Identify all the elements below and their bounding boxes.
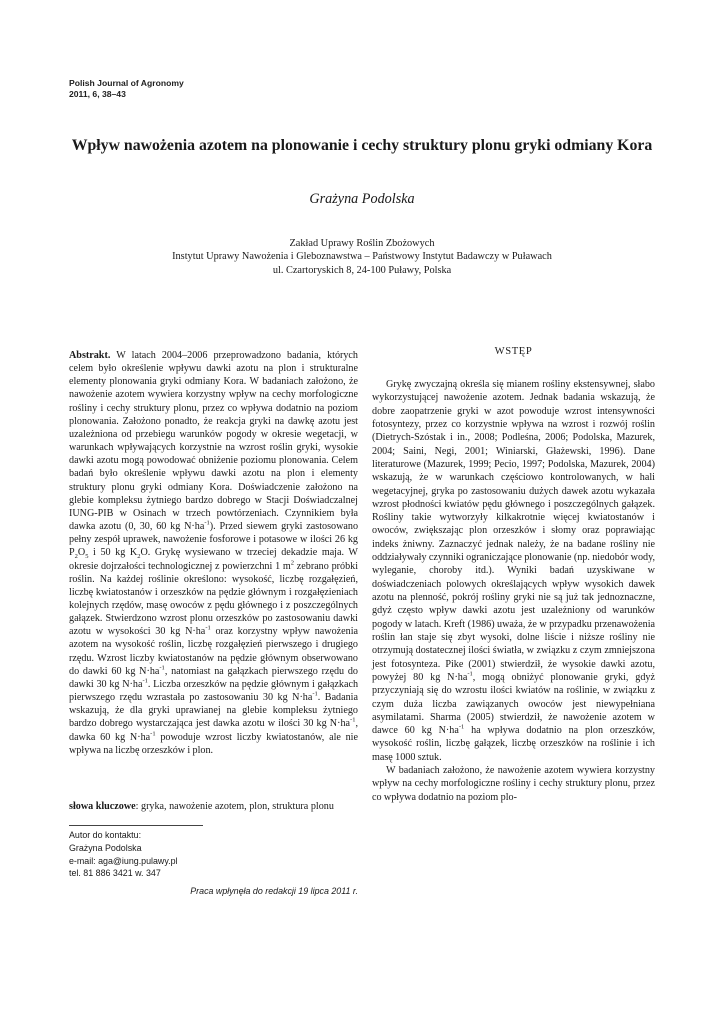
superscript: 2 [290, 559, 295, 567]
affiliation-line-2: Instytut Uprawy Nawożenia i Gleboznawstwa – Państwowy Instytut Badawczy w Puławach [172, 251, 552, 263]
intro-section [372, 378, 655, 804]
received-date: Praca wpłynęła do redakcji 19 lipca 2011 r. [190, 886, 358, 896]
superscript: -1 [350, 717, 356, 724]
abstract-text: . Liczba orzeszków na pędzie głównym i gałązkach pierwszego rzędu wzrastała po zastosowaniu 30 kg N·ha [69, 678, 359, 704]
subscript: 2 [137, 553, 141, 561]
abstract-text: ). Przed siewem gryki zastosowano pełny zespół uprawek, nawożenie fosforowe i potasowe w ilości 26 kg P [69, 521, 359, 559]
abstract-text: , natomiast na gałązkach pierwszego rzędu do dawki 30 kg N·ha [69, 665, 358, 690]
contact-divider [69, 825, 203, 826]
superscript: -1 [458, 723, 465, 731]
superscript: -1 [312, 690, 318, 698]
paper-author: Grażyna Podolska [309, 191, 415, 207]
abstract-text: O. Grykę wysiewano w trzeciej dekadzie maja. W okresie dojrzałości technologicznej z powierzchni 1 m [69, 547, 358, 572]
abstract-text: i 50 kg K [88, 547, 138, 559]
abstract [69, 349, 358, 757]
superscript: -1 [204, 519, 210, 527]
keywords [69, 800, 358, 813]
intro-text: Grykę zwyczajną określa się mianem rośliny ekstensywnej, słabo wykorzystującej nawożenie azotem. Jednak badania wskazują, że dobre zaopatrzenie gryki w azot powoduje wzrost intensywności fotosyntezy, przez co korzystnie wpływa na wzrost i rozwój roślin (Dietrych-Szóstak i in., 2008; Podleśna, 2006; Podolska, Mazurek, 2004; Saini, Negi, 2001; Winiarski, Głażewski, 1996). Dane literaturowe (Mazurek, 1999; Pecio, 1997; Podolska, Mazurek, 2004) wskazują, że w warunkach częściowo kontrolowanych, w hali wegetacyjnej, gryka po zastosowaniu dużych dawek azotu wykazała wzrost płodności kwiatów pędu głównego i poszczególnych gałązek. Rośliny takie wytworzyły kilkakrotnie więcej kwiatostanów i owoców, zwiększając plon orzeszków i słomy oraz poprawiając indeks żniwny. Zaznaczyć jednak należy, że na badane rośliny nie oddziaływały czynniki ograniczające plonowanie (np. niedobór wody, wyleganie, choroby itd.). Wyniki badań uzyskiwane w doświadczeniach polowych określających wpływ wysokich dawek azotu na plenność, pokrój rośliny gryki nie są już tak jednoznaczne, gdyż często wpływ dawki azotu jest uzależniony od warunków pogody w latach. Kreft (1986) uważa, że w przypadku przenawożenia roślin łan staje się zbyt wysoki, dolne liście i niższe rośliny nie otrzymują dostatecznej ilości światła, w związku z czym zmniejszona jest fotosynteza. Pike (2001) stwierdził, że wysokie dawki azotu, powyżej 80 kg N·ha [372, 379, 655, 683]
journal-name: Polish Journal of Agronomy [69, 78, 184, 88]
contact-heading: Autor do kontaktu: [69, 830, 142, 840]
affiliation-line-3: ul. Czartoryskich 8, 24-100 Puławy, Polska [272, 264, 452, 276]
journal-issue: 2011, 6, 38–43 [69, 88, 126, 99]
abstract-paragraph [69, 349, 358, 757]
keywords-label: słowa kluczowe [69, 801, 136, 812]
subscript: 5 [85, 553, 89, 561]
intro-text: ha wpływa dodatnio na plon orzeszków, wysokość roślin, liczbę gałązek, liczbę orzeszków na roślinie i ich masę 1000 sztuk. [372, 725, 656, 763]
abstract-text: zebrano próbki roślin. Na każdej roślinie określono: wysokość, liczbę rozgałęzień, liczbę kwiatostanów i orzeszków na pędzie głównym i rozgałęzieniach kolejnych rzędów, masę owoców z pędu głównego i z poszczególnych gałązek. Stwierdzono wzrost plonu orzeszków po zastosowaniu dawki azotu w wysokości 30 kg N·ha [69, 560, 359, 638]
superscript: -1 [142, 677, 148, 685]
abstract-text: . Badania wskazują, że dla gryki uprawianej na glebie kompleksu żytniego bardzo dobrego wystarczająca jest dawka azotu w ilości 30 kg N·ha [69, 692, 358, 730]
contact-phone: tel. 81 886 3421 w. 347 [69, 868, 161, 879]
journal-header [69, 78, 184, 99]
superscript: -1 [150, 730, 156, 738]
superscript: -1 [467, 670, 473, 678]
contact-block [69, 829, 349, 880]
abstract-text: W latach 2004–2006 przeprowadzono badania, których celem było określenie wpływu dawki azotu na plon i strukturalne elementy plonowania gryki odmiany Kora. W badaniach założono, że nawożenie azotem wywiera korzystny wpływ na cechy morfologiczne rośliny i cechy struktury plonu, przez co wpływa dodatnio na poziom plonowania. Założono ponadto, że reakcja gryki na dawkę azotu jest uzależniona od przebiegu warunków pogody w okresie wegetacji, w warunkach wpływających korzystnie na wzrost roślin gryki, wysokie dawki azotu mogą powodować obniżenie poziomu plonowania. Celem badań było określenie wpływu dawki azotu na plon i elementy struktury plonu gryki odmiany Kora. Doświadczenie założono na glebie kompleksu żytniego bardzo dobrego w Stacji Doświadczalnej IUNG-PIB w Osinach w trzech powtórzeniach. Czynnikiem była dawka azotu (0, 30, 60 kg N·ha [69, 350, 358, 533]
intro-text: , mogą obniżyć plonowanie gryki, gdyż przyczyniają się do wzrostu ilości kwiatów na roślinie, w związku z czym duża liczba zawiązanych owoców jest niewypełniana asymilatami. Sharma (2005) stwierdził, że nawożenie azotem w dawce 60 kg N·ha [372, 671, 655, 737]
superscript: -1 [205, 624, 211, 632]
subscript: 2 [74, 553, 78, 561]
abstract-text: , dawka 60 kg N·ha [69, 718, 358, 743]
abstract-label: Abstrakt. [69, 350, 111, 361]
keywords-text: : gryka, nawożenie azotem, plon, struktura plonu [135, 801, 334, 812]
contact-name: Grażyna Podolska [69, 842, 142, 853]
intro-paragraph-2: W badaniach założono, że nawożenie azotem wywiera korzystny wpływ na cechy morfologiczne rośliny i cechy struktury plonu, przez co wpływa dodatnio na poziom plo- [372, 765, 655, 803]
affiliation-line-1: Zakład Uprawy Roślin Zbożowych [289, 238, 435, 249]
abstract-text: O [77, 547, 86, 559]
abstract-text: oraz korzystny wpływ nawożenia azotem na wysokość roślin, liczbę rozgałęzień pierwszego i drugiego rzędu. Wzrost liczby kwiatostanów na pędzie głównym obserwowano do dawki 60 kg N·ha [69, 626, 358, 677]
section-heading-intro: WSTĘP [494, 346, 533, 357]
superscript: -1 [159, 664, 165, 672]
abstract-text: powoduje wzrost liczby kwiatostanów, ale nie wpływa na liczbę orzeszków i plon. [69, 731, 358, 756]
contact-email: e-mail: aga@iung.pulawy.pl [69, 855, 178, 866]
paper-title: Wpływ nawożenia azotem na plonowanie i cechy struktury plonu gryki odmiany Kora [71, 137, 653, 154]
intro-paragraph-1 [372, 378, 655, 764]
affiliation [70, 237, 654, 277]
